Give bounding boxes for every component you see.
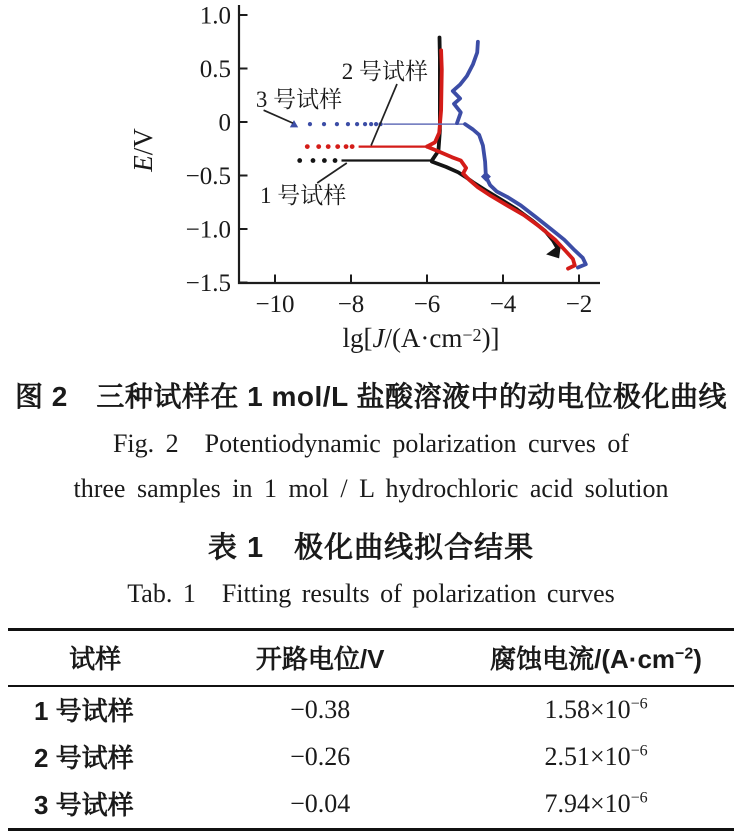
sample-cell: 2 号试样: [34, 743, 134, 773]
current-cell: $1.58\times 10^{-6}$: [544, 694, 648, 724]
series-1-ocp-dot: [333, 158, 338, 163]
y-tick-label: −1.5: [185, 270, 231, 297]
x-tick-label: −2: [565, 291, 593, 318]
series-3-ocp-dot: [346, 122, 350, 126]
y-tick-label: 0.5: [199, 56, 231, 83]
current-cell: $2.51\times 10^{-6}$: [544, 741, 648, 771]
series-3-cathodic-curve: [465, 124, 586, 267]
series-2-ocp-dot: [344, 144, 349, 149]
sample-cell: 1 号试样: [34, 696, 134, 726]
figure-caption-cn: 图 2 三种试样在 1 mol/L 盐酸溶液中的动电位极化曲线: [15, 381, 727, 412]
series-3-ocp-dot: [363, 122, 367, 126]
figure-2-chart-area: [0, 0, 742, 368]
series-1-ocp-dot: [322, 158, 327, 163]
sample-cell: 3 号试样: [34, 790, 134, 820]
series-2-ocp-dot: [326, 144, 331, 149]
y-tick-label: 0: [218, 109, 231, 137]
table-row: [8, 686, 734, 734]
series-3-anodic-curve: [453, 42, 478, 123]
annotation-3-leader: [317, 163, 347, 183]
figure-caption-en-line2: three samples in 1 mol / L hydrochloric acid solution: [73, 474, 669, 503]
y-tick-label: −0.5: [185, 163, 231, 190]
table-row: [8, 734, 734, 781]
annotation-1-label: 3 号试样: [255, 86, 343, 112]
y-axis-label: E/V: [128, 128, 158, 172]
ocp-cell: −0.04: [290, 788, 351, 818]
series-3-ocp-dot: [322, 122, 326, 126]
current-cell: $7.94\times 10^{-6}$: [544, 788, 648, 818]
series-2-ocp-dot: [335, 144, 340, 149]
x-tick-label: −6: [413, 291, 441, 318]
series-2-ocp-dot: [316, 144, 321, 149]
series-3-start-marker: [290, 120, 298, 127]
y-tick-label: 1.0: [199, 2, 231, 30]
header-sample: 试样: [69, 644, 122, 674]
figure-caption-en-line1: Fig. 2 Potentiodynamic polarization curves of: [112, 429, 630, 458]
x-tick-label: −8: [337, 291, 365, 318]
table-row: [8, 781, 734, 830]
series-3-ocp-dot: [369, 122, 373, 126]
table-header-row: [8, 630, 734, 687]
table-title-en: Tab. 1 Fitting results of polarization curves: [127, 579, 615, 608]
series-3-ocp-dot: [355, 122, 359, 126]
series-1-ocp-dot: [311, 158, 316, 163]
series-3-ocp-dot: [308, 122, 312, 126]
ocp-cell: −0.38: [290, 694, 351, 724]
annotation-3-label: 1 号试样: [259, 182, 347, 208]
annotation-2-label: 2 号试样: [341, 58, 428, 84]
series-1-ocp-dot: [297, 158, 302, 163]
x-tick-label: −4: [489, 291, 517, 318]
series-2-ocp-dot: [350, 144, 355, 149]
series-1-cathodic-curve: [432, 162, 558, 250]
polarization-chart: [0, 0, 742, 368]
header-current: 腐蚀电流$/(A\cdot cm^{-2})$: [490, 644, 702, 674]
ocp-cell: −0.26: [290, 741, 351, 771]
x-tick-label: −10: [255, 291, 295, 318]
results-table: [8, 628, 734, 831]
series-3-ocp-dot: [335, 122, 339, 126]
annotation-1-leader: [264, 110, 293, 123]
annotation-2-leader: [371, 84, 397, 146]
x-axis-label: lg[J/(A·cm−2)]: [342, 323, 500, 353]
series-2-ocp-dot: [305, 144, 310, 149]
series-3-ocp-dot: [374, 122, 378, 126]
axis-frame: [239, 5, 600, 283]
header-ocp: 开路电位/V: [255, 644, 385, 674]
y-tick-label: −1.0: [185, 216, 231, 244]
table-title-cn: 表 1 极化曲线拟合结果: [207, 532, 535, 564]
